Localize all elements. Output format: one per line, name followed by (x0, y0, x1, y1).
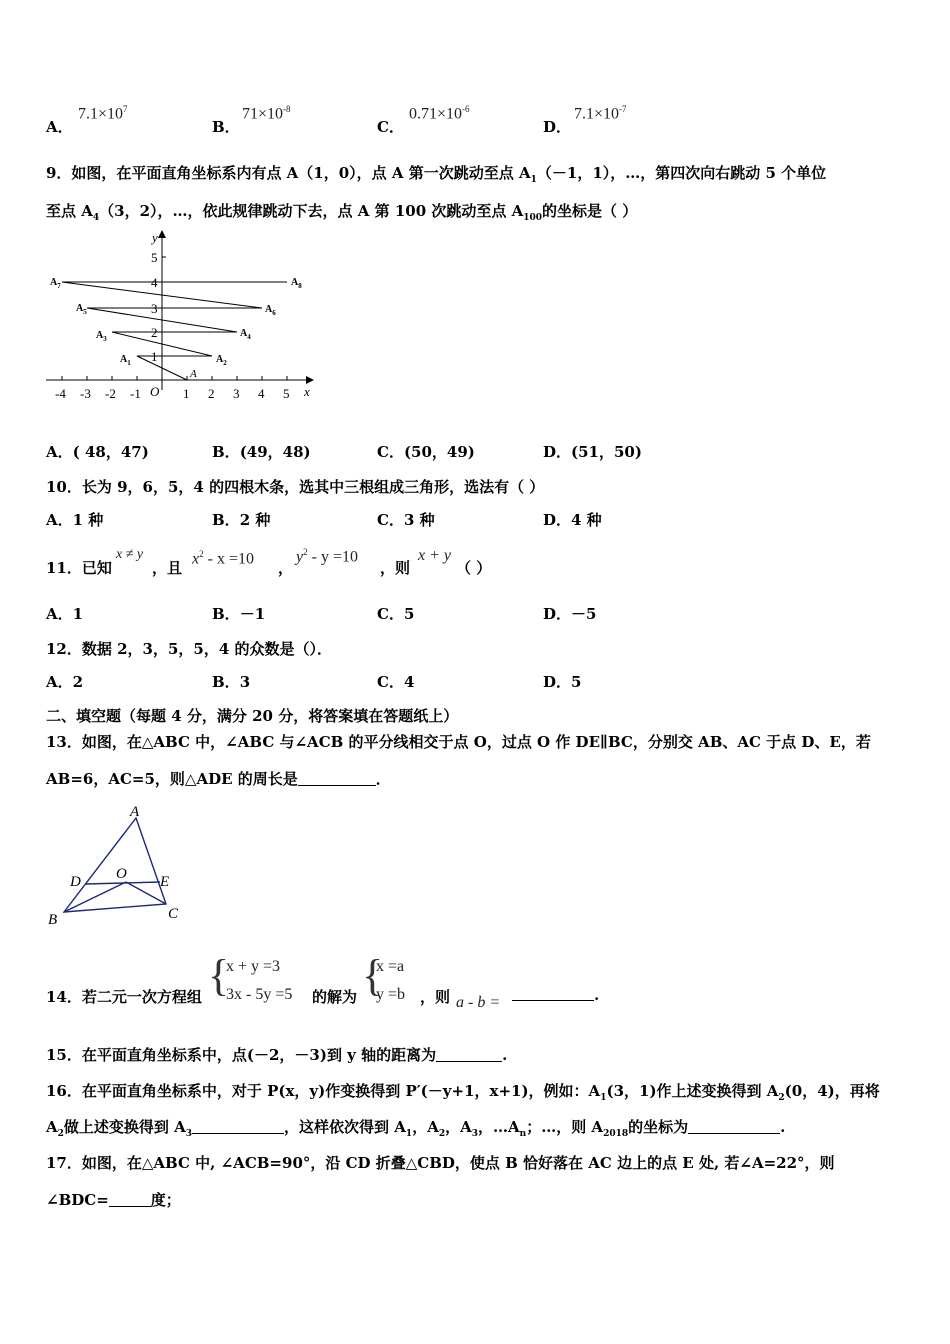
q13-label-a: A (130, 804, 140, 820)
q11-option-a (46, 603, 83, 624)
q12-opt-d-text: 5 (571, 673, 582, 691)
q14-brace-left: { (208, 951, 230, 1000)
q13-label-o: O (116, 866, 127, 882)
q16-l2g: ；…，则 A (526, 1118, 604, 1136)
q16-l2e: ，A (445, 1118, 472, 1136)
q11-opt-a-text: 1 (72, 605, 84, 623)
q11-prefix: 11．已知 (46, 559, 112, 577)
q17-stem-line1: 17．如图，在△ABC 中, ∠ACB=90°，沿 CD 折叠△CBD，使点 B 恰好落在 AC 边上的点 E 处, 若∠A=22°，则 (46, 1154, 835, 1172)
q9-l2b: （3，2），…，依此规律跳动下去，点 A 第 100 次跳动至点 A (99, 202, 524, 220)
q17-l2b: 度； (150, 1191, 181, 1209)
q14-stem (46, 952, 626, 1022)
q10-option-b (212, 509, 270, 530)
q9-xtick-label: 1 (183, 386, 190, 401)
q12-opt-a-text: 2 (72, 673, 84, 691)
q13-triangle-figure (40, 800, 200, 930)
q16-end: . (780, 1118, 786, 1136)
q9-point-a4 (240, 328, 251, 341)
q11-condition-neq: x ≠ y (116, 547, 144, 562)
q8-b-exp: -8 (283, 104, 291, 114)
q11-option-c (377, 603, 414, 624)
q9-point-a7 (50, 277, 61, 290)
q9-ytick-label: 4 (151, 275, 158, 290)
q10-option-d (543, 509, 602, 530)
q11-opt-c-label: C． (377, 605, 404, 623)
q9-point-a3 (96, 330, 107, 343)
q11-x-exp: 2 (199, 549, 204, 559)
q12-opt-d-label: D． (543, 673, 572, 691)
q8-options (46, 104, 906, 136)
q9-coordinate-figure (40, 228, 330, 408)
q9-y-label: y (152, 230, 158, 245)
q9-option-c (377, 441, 475, 462)
q8-option-b-expr (242, 104, 291, 123)
q9-point-a8 (291, 277, 302, 290)
q9-y-arrow (158, 230, 166, 238)
q9-a3-base: A (96, 330, 104, 341)
q9-a3-sub: 3 (103, 335, 107, 343)
q9-xtick-label: -2 (105, 386, 116, 401)
q12-stem: 12．数据 2，3，5，5，4 的众数是（）． (46, 640, 333, 658)
q8-c-exp: -6 (462, 104, 470, 114)
q9-a5-sub: 5 (83, 308, 87, 316)
q10-opt-a-text: 1 种 (72, 511, 104, 529)
q14-solution-x: x =a (376, 958, 405, 975)
q14-brace-right: { (362, 951, 384, 1000)
q12-option-d (543, 671, 581, 692)
q9-ytick-label: 3 (151, 301, 158, 316)
q14-equation-2: 3x - 5y =5 (226, 986, 293, 1003)
q14-end: . (594, 986, 600, 1004)
q16-l2b: 做上述变换得到 A (63, 1118, 186, 1136)
q9-opt-b-text: (49，48) (239, 443, 311, 461)
q9-a5-base: A (76, 303, 84, 314)
q12-opt-b-label: B． (212, 673, 240, 691)
q13-answer-blank[interactable] (298, 771, 376, 786)
q13-label-b: B (48, 912, 58, 928)
q14-prefix: 14．若二元一次方程组 (46, 988, 202, 1006)
q17-l2a: ∠BDC= (46, 1191, 109, 1209)
q16-l2a: A (46, 1118, 58, 1136)
q9-x-label: x (304, 384, 310, 399)
q12-option-c (377, 671, 414, 692)
q9-l2c: 的坐标是（ ） (542, 202, 638, 220)
q10-opt-c-text: 3 种 (403, 511, 435, 529)
q16-sub-2c: 2 (438, 1129, 446, 1139)
q9-a6-sub: 6 (272, 309, 276, 317)
q16-sub-3a: 3 (185, 1129, 193, 1139)
q9-opt-b-label: B． (212, 443, 240, 461)
q15-end: . (502, 1046, 508, 1064)
q9-a6-base: A (265, 304, 273, 315)
q11-opt-d-label: D． (543, 605, 572, 623)
q16-sub-2018: 2018 (603, 1129, 629, 1139)
q13-stem-line2 (46, 768, 391, 789)
q12-opt-c-text: 4 (403, 673, 415, 691)
q9-xtick-label: 2 (208, 386, 215, 401)
q11-x: x (192, 550, 200, 568)
q16-l1c: (0，4)，再将 (784, 1082, 880, 1100)
q9-xtick-label: -4 (55, 386, 66, 401)
q8-option-a-expr (78, 104, 128, 123)
q16-l1a: 16．在平面直角坐标系中，对于 P(x，y)作变换得到 P′(－y+1，x+1)，例如：A (46, 1082, 601, 1100)
q9-a2-base: A (216, 354, 224, 365)
q9-opt-a-text: ( 48，47) (72, 443, 149, 461)
q11-y: y (296, 548, 304, 566)
q11-sum: x + y (418, 547, 451, 564)
q8-option-c-expr (409, 104, 470, 123)
q9-l1b: （－1，1），…，第四次向右跳动 5 个单位 (536, 164, 827, 182)
q14-solution-y: y =b (376, 986, 406, 1003)
q16-l2f: ，…A (478, 1118, 520, 1136)
q9-a8-base: A (291, 277, 299, 288)
q12-opt-c-label: C． (377, 673, 404, 691)
q11-opt-d-text: －5 (571, 605, 597, 623)
q13-l2: AB=6，AC=5，则△ADE 的周长是 (46, 770, 298, 788)
q16-stem-line2 (46, 1116, 785, 1139)
q12-option-b (212, 671, 250, 692)
q11-and: ，且 (152, 559, 183, 577)
q12-opt-b-text: 3 (239, 673, 251, 691)
q12-option-a (46, 671, 83, 692)
q15-stem (46, 1044, 507, 1065)
q8-option-a-label: A． (46, 118, 73, 136)
q13-label-c: C (168, 906, 179, 922)
q9-a1-sub: 1 (127, 359, 131, 367)
q9-y-ticks (151, 250, 166, 364)
q9-ytick-label: 2 (151, 325, 158, 340)
q9-sub100: 100 (523, 213, 543, 223)
q10-opt-c-label: C． (377, 511, 404, 529)
q8-c-base: 0.71×10 (409, 105, 463, 123)
q16-sub-1b: 1 (405, 1129, 413, 1139)
q14-expression: a - b = (456, 994, 501, 1011)
q9-x-arrow (306, 376, 314, 384)
q10-option-a (46, 509, 103, 530)
q16-l2d: ，A (412, 1118, 439, 1136)
q11-paren: （ ） (456, 559, 492, 577)
q9-opt-a-label: A． (46, 443, 73, 461)
q8-option-d-label: D． (543, 118, 572, 136)
q13-stem-line1: 13．如图，在△ABC 中，∠ABC 与∠ACB 的平分线相交于点 O，过点 O 作 DE∥BC，分别交 AB、AC 于点 D、E，若 (46, 733, 871, 751)
q13-end: ． (375, 770, 391, 788)
q11-opt-b-text: －1 (239, 605, 266, 623)
q16-sub-3b: 3 (471, 1129, 478, 1139)
q10-opt-b-text: 2 种 (239, 511, 271, 529)
q10-opt-a-label: A． (46, 511, 73, 529)
q9-opt-c-text: (50，49) (403, 443, 475, 461)
q10-stem: 10．长为 9，6，5，4 的四根木条，选其中三根组成三角形，选法有（ ） (46, 478, 545, 496)
q16-answer-blank-a2018[interactable] (688, 1119, 780, 1134)
q10-opt-d-text: 4 种 (571, 511, 602, 529)
q11-y-rest: - y =10 (307, 548, 358, 566)
q10-opt-d-label: D． (543, 511, 572, 529)
q9-point-a: A (190, 368, 197, 380)
q10-option-c (377, 509, 435, 530)
q15-text: 15．在平面直角坐标系中，点(－2，－3)到 y 轴的距离为 (46, 1046, 437, 1064)
q11-equation-x (192, 549, 254, 568)
q17-stem-line2 (46, 1189, 181, 1210)
q13-label-e: E (160, 874, 170, 890)
q16-l2c: ，这样依次得到 A (284, 1118, 406, 1136)
q16-l2h: 的坐标为 (628, 1118, 689, 1136)
q11-opt-b-label: B． (212, 605, 240, 623)
q13-label-d: D (70, 874, 81, 890)
q16-sub-2a: 2 (778, 1093, 785, 1103)
q9-opt-d-text: (51，50) (571, 443, 642, 461)
q9-xtick-label: 3 (233, 386, 240, 401)
q8-a-base: 7.1×10 (78, 105, 124, 123)
q9-xtick-label: -1 (130, 386, 141, 401)
q9-stem-line2 (46, 200, 637, 223)
q9-opt-c-label: C． (377, 443, 404, 461)
q9-ytick-label: 1 (151, 349, 158, 364)
q16-answer-blank-a3[interactable] (192, 1119, 284, 1134)
q9-ytick-label: 5 (151, 250, 158, 265)
q9-a1-base: A (120, 354, 128, 365)
q8-option-b-label: B． (212, 118, 240, 136)
q11-option-d (543, 603, 596, 624)
q14-equation-1: x + y =3 (226, 958, 281, 975)
q9-xtick-label: 5 (283, 386, 290, 401)
q16-l1b: (3，1)作上述变换得到 A (606, 1082, 779, 1100)
q9-a4-base: A (240, 328, 248, 339)
q16-sub-1a: 1 (600, 1093, 607, 1103)
q9-l1a: 9．如图，在平面直角坐标系内有点 A（1，0），点 A 第一次跳动至点 A (46, 164, 531, 182)
q9-point-a5 (76, 303, 87, 316)
q8-a-exp: 7 (123, 104, 128, 114)
q9-a8-sub: 8 (298, 282, 302, 290)
q11-x-rest: - x =10 (203, 550, 254, 568)
q16-sub-2b: 2 (57, 1129, 64, 1139)
q11-then: ，则 (380, 559, 411, 577)
q11-stem (46, 545, 566, 581)
q14-mid: 的解为 (312, 988, 358, 1006)
q16-stem-line1 (46, 1080, 880, 1103)
q9-stem-line1 (46, 162, 826, 185)
q11-comma: ， (278, 559, 294, 577)
q9-option-d (543, 441, 642, 462)
q11-option-b (212, 603, 265, 624)
q14-then: ，则 (420, 988, 451, 1006)
q8-option-c-label: C． (377, 118, 404, 136)
q9-sub1: 1 (530, 175, 537, 185)
q9-option-b (212, 441, 311, 462)
q9-origin-label: O (150, 384, 160, 399)
q11-opt-a-label: A． (46, 605, 73, 623)
q11-equation-y (296, 547, 358, 566)
q9-xtick-label: -3 (80, 386, 91, 401)
q8-d-base: 7.1×10 (574, 105, 620, 123)
q9-point-a6 (265, 304, 276, 317)
q17-answer-blank[interactable] (109, 1192, 151, 1207)
q9-a7-base: A (50, 277, 58, 288)
q9-a4-sub: 4 (247, 333, 251, 341)
q9-a7-sub: 7 (57, 282, 61, 290)
q9-sub4: 4 (92, 213, 100, 223)
q12-opt-a-label: A． (46, 673, 73, 691)
section-heading-fill-in: 二、填空题（每题 4 分，满分 20 分，将答案填在答题纸上） (46, 707, 459, 725)
q13-triangle-abc (64, 818, 166, 912)
q11-opt-c-text: 5 (403, 605, 415, 623)
q15-answer-blank[interactable] (436, 1047, 502, 1062)
q9-opt-d-label: D． (543, 443, 572, 461)
q11-y-exp: 2 (303, 547, 308, 557)
q9-point-a2 (216, 354, 227, 367)
q8-b-base: 71×10 (242, 105, 284, 123)
q9-xtick-label: 4 (258, 386, 265, 401)
q10-opt-b-label: B． (212, 511, 240, 529)
q9-l2a: 至点 A (46, 202, 93, 220)
q9-option-a (46, 441, 149, 462)
q9-point-a1 (120, 354, 131, 367)
q8-d-exp: -7 (619, 104, 627, 114)
q8-option-d-expr (574, 104, 627, 123)
q9-a2-sub: 2 (223, 359, 227, 367)
q14-answer-blank[interactable] (512, 986, 594, 1001)
q16-sub-n: n (519, 1129, 527, 1139)
